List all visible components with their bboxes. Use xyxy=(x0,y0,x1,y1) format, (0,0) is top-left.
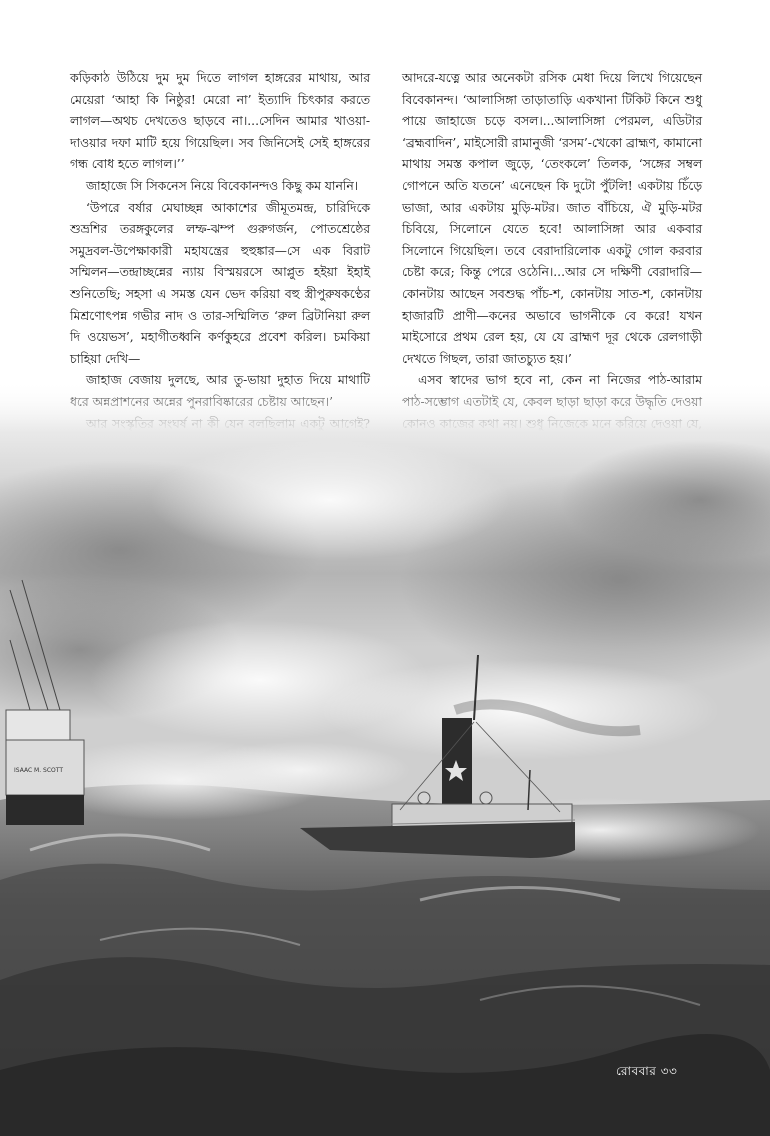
paragraph: ‘উপরে বর্ষার মেঘাচ্ছন্ন আকাশের জীমূতমন্দ্র, চারিদিকে শুভ্রশির তরঙ্গকুলের লম্ফ-ঝম্প গুরুগর্জন, পোতশ্রেষ্ঠের সমুদ্রবল-উপেক্ষাকারী মহাযন্ত্রের হুহুঙ্কার—সে এক বিরাট সম্মিলন—তন্দ্রাচ্ছন্নের ন্যায় বিস্ময়রসে আপ্লুত হইয়া ইহাই শুনিতেছি; সহসা এ সমস্ত যেন ভেদ করিয়া বহু স্ত্রীপুরুষকণ্ঠের মিশ্রণোৎপন্ন গভীর নাদ ও তার-সম্মিলিত ‘রুল ব্রিটানিয়া রুল দি ওয়েভস’, মহাগীতধ্বনি কর্ণকুহরে প্রবেশ করিল। চমকিয়া চাহিয়া দেখি— xyxy=(70,200,370,366)
ship-hull-label: ISAAC M. SCOTT xyxy=(14,767,63,774)
paragraph: জাহাজে সি সিকনেস নিয়ে বিবেকানন্দও কিছু কম যাননি। xyxy=(86,178,359,193)
paragraph: কড়িকাঠ উঠিয়ে দুম দুম দিতে লাগল হাঙ্গরের মাথায়, আর মেয়েরা ‘আহা কি নিষ্ঠুর! মেরো না’ ইত্যাদি চিৎকার করতে লাগল—অথচ দেখতেও ছাড়বে না।...সেদিন আমার খাওয়া-দাওয়ার দফা মাটি হয়ে গিয়েছিল। সব জিনিসেই সেই হাঙ্গরের গন্ধ বোধ হতে লাগল।’’ xyxy=(70,71,370,172)
storm-painting xyxy=(0,380,770,1136)
sea-storm-illustration xyxy=(0,380,770,1136)
page-folio: রোববার ৩৩ xyxy=(616,1064,678,1078)
paragraph: আদরে-যত্নে আর অনেকটা রসিক মেধা দিয়ে লিখে গিয়েছেন বিবেকানন্দ। ‘আলাসিঙ্গা তাড়াতাড়ি একখানা টিকিট কিনে শুধু পায়ে জাহাজে চড়ে বসল।...আলাসিঙ্গা পেরমল, এডিটার ‘ব্রহ্মবাদিন’, মাইসোরী রামানুজী ‘রসম’-খেকো ব্রাহ্মণ, কামানো মাথায় সমস্ত কপাল জুড়ে, ‘তেংকলে’ তিলক, ‘সঙ্গের সম্বল গোপনে অতি যতনে’ এনেছেন কি দুটো পুঁটলি! একটায় চিঁড়ে ভাজা, আর একটায় মুড়ি-মটর। জাত বাঁচিয়ে, ঐ মুড়ি-মটর চিবিয়ে, সিলোনে যেতে হবে! আলাসিঙ্গা আর একবার সিলোনে গিয়েছিল। তবে বেরাদারিলোক একটু গোল করবার চেষ্টা করে; কিন্তু পেরে ওঠেনি।...আর সে দক্ষিণী বেরাদারি—কোনটায় আছেন সবশুদ্ধ পাঁচ-শ, কোনটায় সাত-শ, কোনটায় হাজারটি প্রাণী—কনের অভাবে ভাগনীকে বে করে! যখন মাইসোরে প্রথম রেল হয়, যে যে ব্রাহ্মণ দূর থেকে রেলগাড়ী দেখতে গিছল, তারা জাতচ্যুত হয়।’ xyxy=(402,71,702,366)
